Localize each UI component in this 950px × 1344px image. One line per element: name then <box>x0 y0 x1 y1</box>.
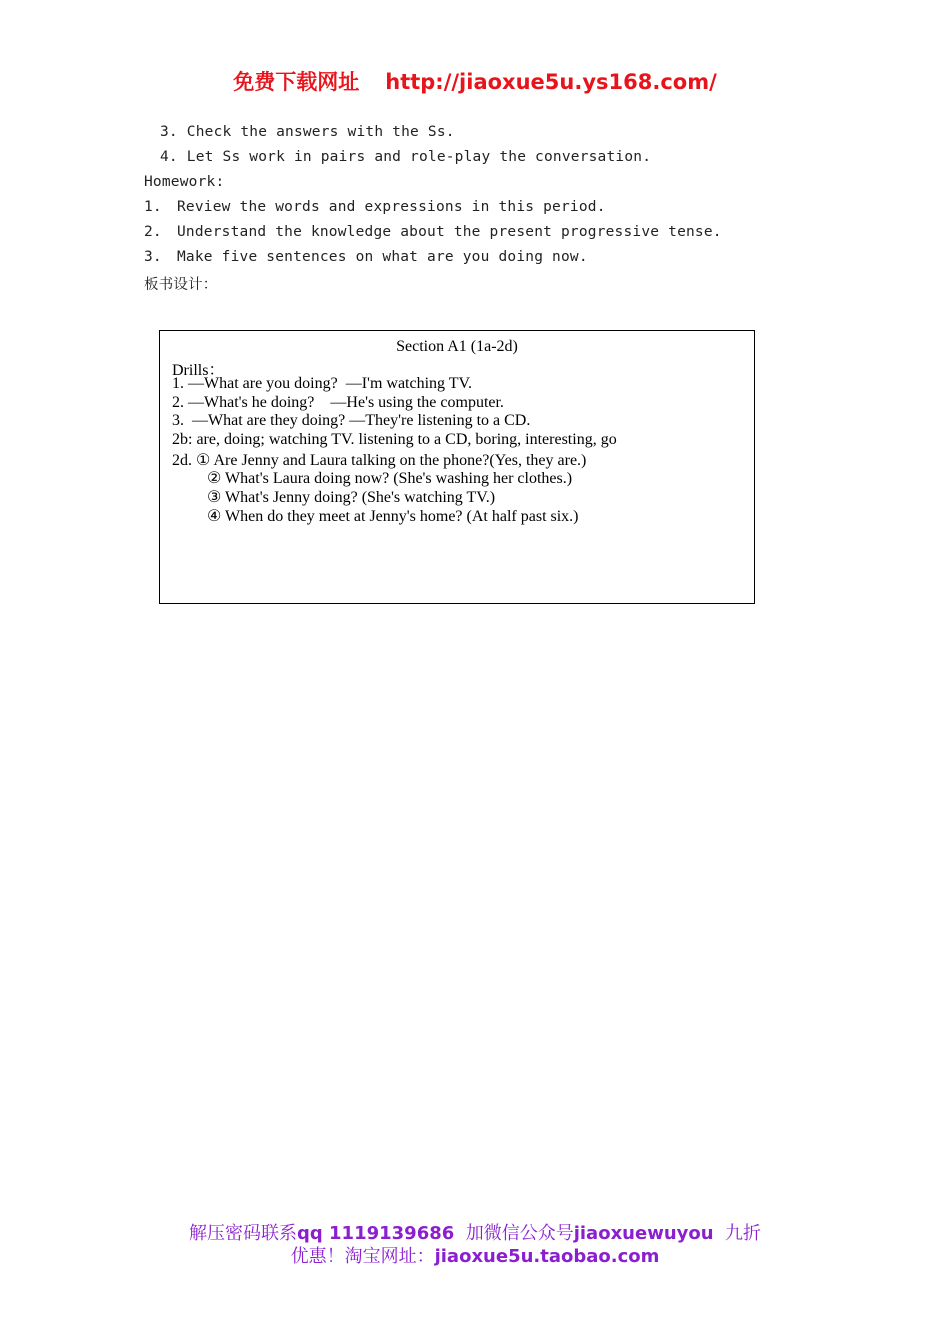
board-sub-line: ④ When do they meet at Jenny's home? (At half past six.) <box>207 508 579 525</box>
board-line: 1. —What are you doing? —I'm watching TV. <box>172 375 473 392</box>
footer-text: 优惠！淘宝网址： <box>290 1246 435 1267</box>
footer-line-2 <box>0 1242 950 1268</box>
board-sub-line: ② What's Laura doing now? (She's washing her clothes.) <box>207 470 573 487</box>
step-4: 4. Let Ss work in pairs and role-play the conversation. <box>160 149 652 165</box>
footer-taobao-link[interactable]: jiaoxue5u.taobao.com <box>434 1246 660 1267</box>
board-sub-line: ③ What's Jenny doing? (She's watching TV.) <box>207 489 496 506</box>
board-design-heading: 板书设计： <box>144 277 218 293</box>
board-line: 3. —What are they doing? —They're listening to a CD. <box>172 412 531 429</box>
homework-item-number: 3. <box>144 249 162 265</box>
drills-label: Drills： <box>172 362 225 379</box>
homework-item-text: Understand the knowledge about the present progressive tense. <box>177 224 722 240</box>
board-line: 2. —What's he doing? —He's using the computer. <box>172 394 504 411</box>
header-url[interactable]: http://jiaoxue5u.ys168.com/ <box>385 70 717 94</box>
page-header <box>0 66 950 96</box>
homework-item-text: Make five sentences on what are you doing now. <box>177 249 588 265</box>
homework-item <box>144 249 588 265</box>
blackboard-design-box <box>159 330 755 604</box>
homework-item-number: 1. <box>144 199 162 215</box>
footer-text: 加微信公众号 <box>465 1223 574 1244</box>
footer-qq: qq 1119139686 <box>296 1223 455 1244</box>
homework-item <box>144 224 722 240</box>
footer-text: 九折 <box>725 1223 762 1244</box>
step-3: 3. Check the answers with the Ss. <box>160 124 455 140</box>
homework-heading: Homework: <box>144 174 225 190</box>
board-title: Section A1 (1a-2d) <box>396 338 518 355</box>
homework-item-number: 2. <box>144 224 162 240</box>
header-title: 免费下载网址 <box>233 70 360 94</box>
homework-item <box>144 199 606 215</box>
footer-text: 解压密码联系 <box>188 1223 297 1244</box>
board-line: 2d. ① Are Jenny and Laura talking on the phone?(Yes, they are.) <box>172 452 587 469</box>
homework-item-text: Review the words and expressions in this period. <box>177 199 606 215</box>
board-line: 2b: are, doing; watching TV. listening to a CD, boring, interesting, go <box>172 431 617 448</box>
footer-wechat: jiaoxuewuyou <box>573 1223 714 1244</box>
